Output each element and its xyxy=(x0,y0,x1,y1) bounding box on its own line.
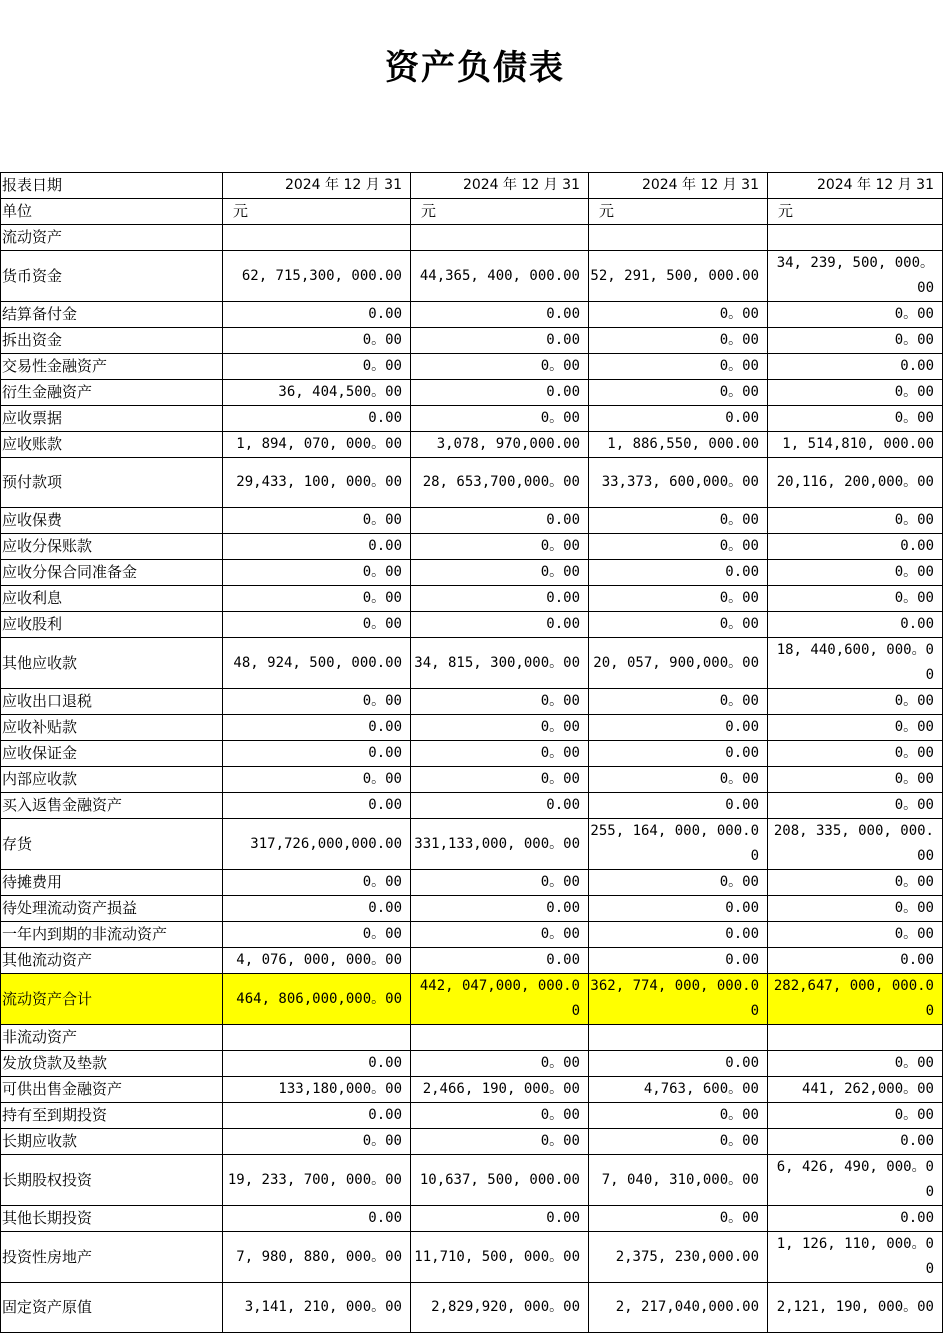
value-cell: 0。00 xyxy=(411,767,589,793)
value-cell: 7, 980, 880, 000。00 xyxy=(223,1232,411,1283)
table-row xyxy=(1,870,943,896)
value-cell: 0。00 xyxy=(223,767,411,793)
row-label: 内部应收款 xyxy=(1,767,223,793)
value-cell: 0。00 xyxy=(589,380,768,406)
row-label: 应收账款 xyxy=(1,432,223,458)
header-label: 报表日期 xyxy=(1,173,223,199)
value-cell: 3,078, 970,000.00 xyxy=(411,432,589,458)
row-label: 结算备付金 xyxy=(1,302,223,328)
value-cell: 0。00 xyxy=(223,354,411,380)
value-cell: 0.00 xyxy=(223,741,411,767)
unit-cell: 元 xyxy=(589,199,768,225)
row-label: 其他流动资产 xyxy=(1,948,223,974)
value-cell: 0.00 xyxy=(223,793,411,819)
row-label: 应收分保合同准备金 xyxy=(1,560,223,586)
value-cell: 0。00 xyxy=(589,508,768,534)
value-cell: 2,466, 190, 000。00 xyxy=(411,1077,589,1103)
value-cell: 0。00 xyxy=(411,689,589,715)
value-cell: 0.00 xyxy=(589,948,768,974)
value-cell: 0.00 xyxy=(768,1129,943,1155)
row-label: 交易性金融资产 xyxy=(1,354,223,380)
value-cell: 6, 426, 490, 000。00 xyxy=(768,1155,943,1206)
row-label: 可供出售金融资产 xyxy=(1,1077,223,1103)
value-cell: 1, 894, 070, 000。00 xyxy=(223,432,411,458)
value-cell: 0.00 xyxy=(223,1103,411,1129)
value-cell: 0.00 xyxy=(768,534,943,560)
table-row xyxy=(1,508,943,534)
value-cell xyxy=(411,1025,589,1051)
value-cell: 0。00 xyxy=(768,689,943,715)
value-cell: 0。00 xyxy=(411,560,589,586)
value-cell: 0。00 xyxy=(411,1103,589,1129)
value-cell: 442, 047,000, 000.00 xyxy=(411,974,589,1025)
value-cell: 34, 815, 300,000。00 xyxy=(411,638,589,689)
row-label: 一年内到期的非流动资产 xyxy=(1,922,223,948)
row-label: 货币资金 xyxy=(1,251,223,302)
table-row xyxy=(1,741,943,767)
value-cell: 331,133,000, 000。00 xyxy=(411,819,589,870)
value-cell: 0。00 xyxy=(768,767,943,793)
value-cell: 0。00 xyxy=(589,767,768,793)
value-cell: 0。00 xyxy=(223,560,411,586)
value-cell: 0.00 xyxy=(589,560,768,586)
section-label: 流动资产 xyxy=(1,225,223,251)
table-row xyxy=(1,1206,943,1232)
value-cell: 0。00 xyxy=(768,406,943,432)
value-cell: 0。00 xyxy=(411,922,589,948)
value-cell xyxy=(589,225,768,251)
value-cell: 0。00 xyxy=(223,922,411,948)
row-label: 应收出口退税 xyxy=(1,689,223,715)
value-cell: 0.00 xyxy=(411,302,589,328)
value-cell: 0。00 xyxy=(411,715,589,741)
table-row xyxy=(1,302,943,328)
value-cell: 0.00 xyxy=(589,715,768,741)
value-cell: 0。00 xyxy=(411,741,589,767)
value-cell: 0.00 xyxy=(223,715,411,741)
header-date: 2024 年 12 月 31 xyxy=(768,173,943,199)
value-cell: 48, 924, 500, 000.00 xyxy=(223,638,411,689)
value-cell: 0。00 xyxy=(223,689,411,715)
value-cell: 0。00 xyxy=(411,354,589,380)
value-cell: 29,433, 100, 000。00 xyxy=(223,458,411,508)
value-cell: 0。00 xyxy=(589,534,768,560)
value-cell: 0。00 xyxy=(411,534,589,560)
value-cell: 0.00 xyxy=(589,793,768,819)
value-cell: 33,373, 600,000。00 xyxy=(589,458,768,508)
unit-row xyxy=(1,199,943,225)
value-cell: 0。00 xyxy=(768,586,943,612)
table-row xyxy=(1,534,943,560)
value-cell: 3,141, 210, 000。00 xyxy=(223,1283,411,1333)
table-row xyxy=(1,1077,943,1103)
value-cell: 4, 076, 000, 000。00 xyxy=(223,948,411,974)
row-label: 流动资产合计 xyxy=(1,974,223,1025)
value-cell: 34, 239, 500, 000。00 xyxy=(768,251,943,302)
section-row xyxy=(1,225,943,251)
value-cell: 0。00 xyxy=(768,715,943,741)
table-row xyxy=(1,560,943,586)
value-cell: 133,180,000。00 xyxy=(223,1077,411,1103)
value-cell: 1, 886,550, 000.00 xyxy=(589,432,768,458)
row-label: 长期股权投资 xyxy=(1,1155,223,1206)
value-cell: 0。00 xyxy=(768,896,943,922)
unit-cell: 元 xyxy=(768,199,943,225)
value-cell: 282,647, 000, 000.00 xyxy=(768,974,943,1025)
value-cell: 0.00 xyxy=(223,896,411,922)
table-row xyxy=(1,715,943,741)
balance-sheet-table xyxy=(0,172,943,1333)
value-cell xyxy=(768,1025,943,1051)
value-cell: 0.00 xyxy=(223,534,411,560)
value-cell: 0。00 xyxy=(411,870,589,896)
value-cell: 0.00 xyxy=(589,1051,768,1077)
value-cell: 0。00 xyxy=(589,689,768,715)
value-cell: 0。00 xyxy=(223,612,411,638)
value-cell: 0.00 xyxy=(223,1206,411,1232)
value-cell: 0。00 xyxy=(589,1206,768,1232)
value-cell: 0。00 xyxy=(768,922,943,948)
value-cell: 0。00 xyxy=(589,586,768,612)
value-cell: 0.00 xyxy=(768,948,943,974)
value-cell: 0。00 xyxy=(223,1129,411,1155)
value-cell xyxy=(411,225,589,251)
value-cell: 0。00 xyxy=(223,328,411,354)
table-row xyxy=(1,819,943,870)
value-cell xyxy=(768,225,943,251)
value-cell: 0。00 xyxy=(768,793,943,819)
value-cell: 0。00 xyxy=(589,354,768,380)
value-cell: 2,121, 190, 000。00 xyxy=(768,1283,943,1333)
value-cell: 0。00 xyxy=(768,380,943,406)
value-cell: 0。00 xyxy=(589,612,768,638)
table-row xyxy=(1,1155,943,1206)
unit-cell: 元 xyxy=(411,199,589,225)
value-cell: 20, 057, 900,000。00 xyxy=(589,638,768,689)
value-cell: 11,710, 500, 000。00 xyxy=(411,1232,589,1283)
value-cell: 0。00 xyxy=(768,560,943,586)
row-label: 预付款项 xyxy=(1,458,223,508)
value-cell: 0.00 xyxy=(768,612,943,638)
value-cell: 52, 291, 500, 000.00 xyxy=(589,251,768,302)
value-cell xyxy=(223,225,411,251)
table-row xyxy=(1,406,943,432)
table-row xyxy=(1,767,943,793)
value-cell: 0。00 xyxy=(589,870,768,896)
table-row xyxy=(1,1283,943,1333)
value-cell: 317,726,000,000.00 xyxy=(223,819,411,870)
value-cell: 0.00 xyxy=(411,380,589,406)
value-cell: 0.00 xyxy=(589,896,768,922)
value-cell: 464, 806,000,000。00 xyxy=(223,974,411,1025)
table-row xyxy=(1,458,943,508)
row-label: 待摊费用 xyxy=(1,870,223,896)
row-label: 应收保费 xyxy=(1,508,223,534)
value-cell: 0.00 xyxy=(768,354,943,380)
value-cell: 7, 040, 310,000。00 xyxy=(589,1155,768,1206)
value-cell: 2,829,920, 000。00 xyxy=(411,1283,589,1333)
section-row xyxy=(1,1025,943,1051)
value-cell: 0。00 xyxy=(411,1129,589,1155)
header-date: 2024 年 12 月 31 xyxy=(411,173,589,199)
row-label: 投资性房地产 xyxy=(1,1232,223,1283)
value-cell: 0.00 xyxy=(589,741,768,767)
value-cell: 0。00 xyxy=(589,1103,768,1129)
table-row xyxy=(1,1129,943,1155)
value-cell xyxy=(589,1025,768,1051)
row-label: 长期应收款 xyxy=(1,1129,223,1155)
value-cell: 0.00 xyxy=(411,793,589,819)
unit-label: 单位 xyxy=(1,199,223,225)
row-label: 应收分保账款 xyxy=(1,534,223,560)
value-cell: 0。00 xyxy=(768,1103,943,1129)
row-label: 存货 xyxy=(1,819,223,870)
value-cell: 0。00 xyxy=(223,586,411,612)
value-cell: 0。00 xyxy=(411,1051,589,1077)
section-label: 非流动资产 xyxy=(1,1025,223,1051)
value-cell: 62, 715,300, 000.00 xyxy=(223,251,411,302)
table-row xyxy=(1,948,943,974)
value-cell: 2,375, 230,000.00 xyxy=(589,1232,768,1283)
value-cell: 0。00 xyxy=(411,406,589,432)
table-row xyxy=(1,354,943,380)
value-cell: 1, 126, 110, 000。00 xyxy=(768,1232,943,1283)
header-row xyxy=(1,173,943,199)
table-row xyxy=(1,612,943,638)
value-cell: 2, 217,040,000.00 xyxy=(589,1283,768,1333)
value-cell: 0.00 xyxy=(411,896,589,922)
row-label: 待处理流动资产损益 xyxy=(1,896,223,922)
row-label: 固定资产原值 xyxy=(1,1283,223,1333)
value-cell: 0。00 xyxy=(768,328,943,354)
table-row xyxy=(1,638,943,689)
value-cell: 0.00 xyxy=(411,508,589,534)
table-row xyxy=(1,380,943,406)
row-label: 其他应收款 xyxy=(1,638,223,689)
value-cell: 28, 653,700,000。00 xyxy=(411,458,589,508)
value-cell: 1, 514,810, 000.00 xyxy=(768,432,943,458)
value-cell: 20,116, 200,000。00 xyxy=(768,458,943,508)
table-row xyxy=(1,1103,943,1129)
value-cell: 0.00 xyxy=(411,586,589,612)
value-cell: 0。00 xyxy=(223,870,411,896)
row-label: 应收股利 xyxy=(1,612,223,638)
table-row xyxy=(1,689,943,715)
value-cell xyxy=(223,1025,411,1051)
unit-cell: 元 xyxy=(223,199,411,225)
row-label: 衍生金融资产 xyxy=(1,380,223,406)
value-cell: 0。00 xyxy=(768,1051,943,1077)
value-cell: 0.00 xyxy=(411,612,589,638)
table-row xyxy=(1,328,943,354)
value-cell: 0.00 xyxy=(589,406,768,432)
value-cell: 18, 440,600, 000。00 xyxy=(768,638,943,689)
row-label: 应收票据 xyxy=(1,406,223,432)
value-cell: 255, 164, 000, 000.00 xyxy=(589,819,768,870)
table-row xyxy=(1,922,943,948)
row-label: 应收补贴款 xyxy=(1,715,223,741)
row-label: 应收保证金 xyxy=(1,741,223,767)
value-cell: 44,365, 400, 000.00 xyxy=(411,251,589,302)
value-cell: 0。00 xyxy=(589,328,768,354)
value-cell: 0.00 xyxy=(223,1051,411,1077)
page-title: 资产负债表 xyxy=(385,48,565,88)
value-cell: 0.00 xyxy=(223,302,411,328)
value-cell: 0。00 xyxy=(768,302,943,328)
value-cell: 0.00 xyxy=(411,948,589,974)
row-label: 买入返售金融资产 xyxy=(1,793,223,819)
value-cell: 0。00 xyxy=(768,508,943,534)
value-cell: 441, 262,000。00 xyxy=(768,1077,943,1103)
value-cell: 0.00 xyxy=(411,328,589,354)
row-label: 发放贷款及垫款 xyxy=(1,1051,223,1077)
table-row xyxy=(1,793,943,819)
value-cell: 0.00 xyxy=(223,406,411,432)
total-row xyxy=(1,974,943,1025)
row-label: 其他长期投资 xyxy=(1,1206,223,1232)
row-label: 拆出资金 xyxy=(1,328,223,354)
table-row xyxy=(1,251,943,302)
table-row xyxy=(1,432,943,458)
value-cell: 10,637, 500, 000.00 xyxy=(411,1155,589,1206)
table-row xyxy=(1,1232,943,1283)
header-date: 2024 年 12 月 31 xyxy=(223,173,411,199)
value-cell: 0。00 xyxy=(768,870,943,896)
value-cell: 362, 774, 000, 000.00 xyxy=(589,974,768,1025)
value-cell: 0.00 xyxy=(411,1206,589,1232)
table-row xyxy=(1,586,943,612)
value-cell: 19, 233, 700, 000。00 xyxy=(223,1155,411,1206)
value-cell: 4,763, 600。00 xyxy=(589,1077,768,1103)
row-label: 应收利息 xyxy=(1,586,223,612)
value-cell: 0。00 xyxy=(589,1129,768,1155)
value-cell: 0.00 xyxy=(589,922,768,948)
table-row xyxy=(1,1051,943,1077)
value-cell: 0。00 xyxy=(589,302,768,328)
value-cell: 0.00 xyxy=(768,1206,943,1232)
value-cell: 208, 335, 000, 000.00 xyxy=(768,819,943,870)
value-cell: 0。00 xyxy=(223,508,411,534)
row-label: 持有至到期投资 xyxy=(1,1103,223,1129)
value-cell: 36, 404,500。00 xyxy=(223,380,411,406)
table-row xyxy=(1,896,943,922)
value-cell: 0。00 xyxy=(768,741,943,767)
header-date: 2024 年 12 月 31 xyxy=(589,173,768,199)
